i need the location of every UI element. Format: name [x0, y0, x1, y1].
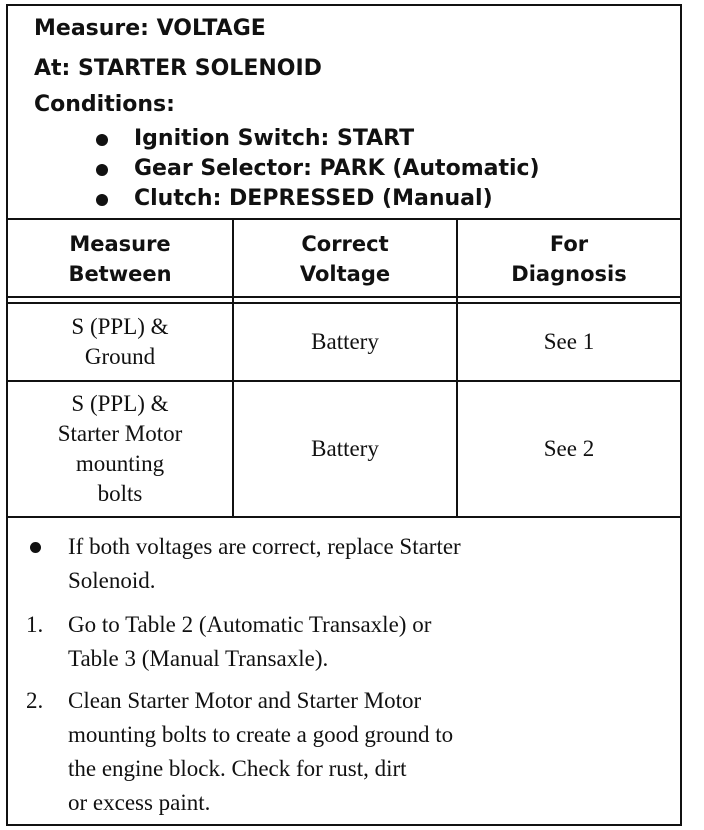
- bullet-icon: [96, 164, 108, 176]
- note-number: 2.: [26, 688, 44, 713]
- bullet-icon: [30, 542, 41, 553]
- measure-heading: Measure: VOLTAGE: [34, 16, 266, 41]
- conditions-list: [88, 124, 540, 214]
- table-row-2-between: S (PPL) & Starter Motor mounting bolts: [57, 391, 183, 506]
- column-header-for-diagnosis: For Diagnosis: [511, 232, 627, 286]
- table-row-1-between: S (PPL) & Ground: [71, 314, 169, 369]
- table-row-1-diagnosis: See 1: [543, 329, 595, 354]
- test-header: [8, 6, 680, 220]
- diagnostic-table: Measure: VOLTAGE At: STARTER SOLENOID Conditions: Ignition Switch: START Gear Selector: PARK (Automatic) Clutch: DEPRESSED (Manual) Measure Between Correct Voltage For Diagnosis S (PPL) & Ground Battery See 1 S (PPL) & Starter Motor mounting bolts Battery See 2 If both voltages are correct, replace Starter Solenoid. 1. Go to Table 2 (Automatic Transaxle) or Table 3 (Manual Transaxle). 2. Clean Starter Motor and Starter Motor mounting bolts to create a good ground to the engine block. Check for rust, dirt or excess paint.: [6, 4, 682, 826]
- bullet-icon: [96, 134, 108, 146]
- table-row-2-diagnosis: See 2: [543, 436, 595, 461]
- condition-item: Ignition Switch: START: [88, 124, 540, 154]
- table-row-1-voltage: Battery: [311, 329, 379, 354]
- condition-item: Clutch: DEPRESSED (Manual): [88, 184, 540, 214]
- divider: [8, 516, 680, 518]
- column-header-correct-voltage: Correct Voltage: [299, 232, 391, 286]
- bullet-icon: [96, 194, 108, 206]
- conditions-label: Conditions:: [34, 92, 175, 117]
- location-heading: At: STARTER SOLENOID: [34, 56, 322, 81]
- divider: [8, 296, 680, 298]
- table-row-2-voltage: Battery: [311, 436, 379, 461]
- column-header-measure-between: Measure Between: [68, 232, 172, 286]
- note-number: 1.: [26, 612, 44, 637]
- condition-item: Gear Selector: PARK (Automatic): [88, 154, 540, 184]
- divider: [8, 218, 680, 220]
